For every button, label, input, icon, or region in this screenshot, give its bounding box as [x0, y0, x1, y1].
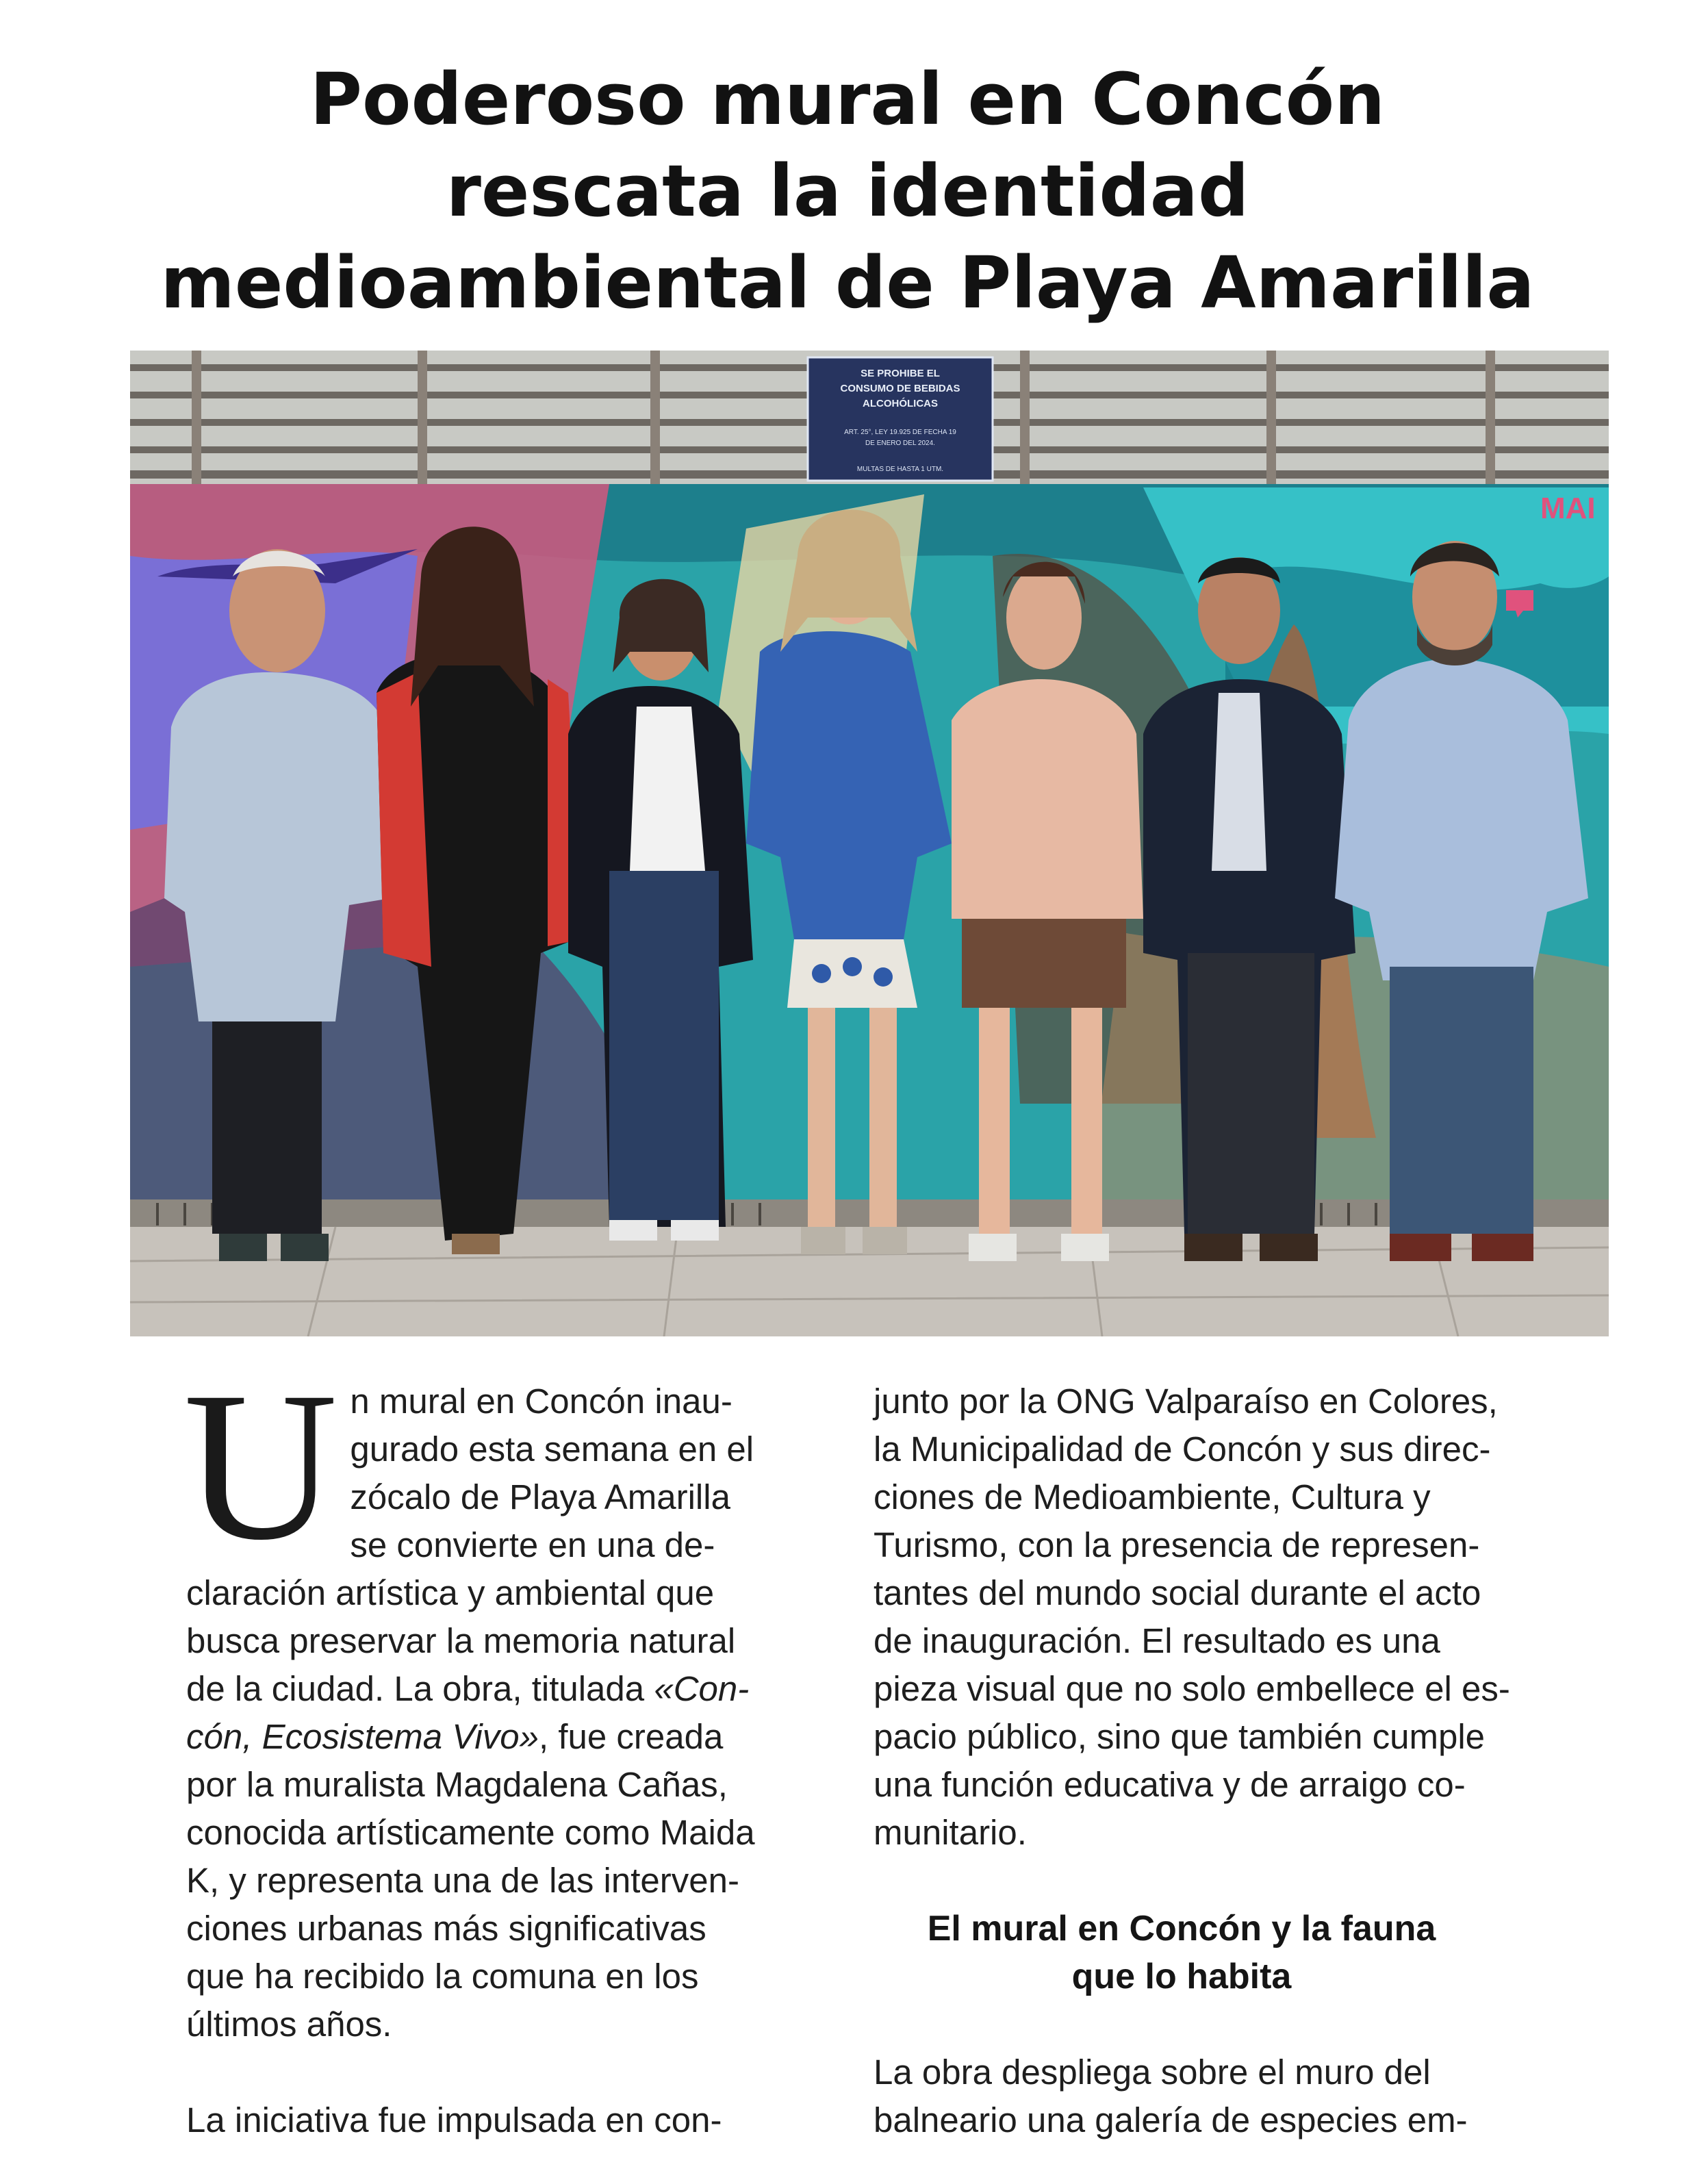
artwork-title: cón, Ecosistema Vivo»	[186, 1717, 539, 1756]
subheading-line: El mural en Concón y la fauna	[927, 1909, 1436, 1948]
mural-signature: MAI	[1540, 492, 1596, 525]
article-paragraph	[186, 2096, 816, 2144]
text-line: munitario.	[874, 1813, 1027, 1852]
headline-line: rescata la identidad	[446, 149, 1249, 233]
text-line: claración artística y ambiental que	[186, 1573, 715, 1612]
article-column-left	[183, 1348, 816, 2144]
photo-illustration	[130, 351, 1609, 1336]
article-paragraph	[874, 1377, 1544, 1857]
text-line: La obra despliega sobre el muro del	[874, 2053, 1431, 2092]
text-line	[186, 1665, 816, 1713]
sign-line: ART. 25°, LEY 19.925 DE FECHA 19	[844, 429, 956, 436]
sign-line: DE ENERO DEL 2024.	[865, 440, 935, 447]
headline	[103, 53, 1592, 329]
subheading-line: que lo habita	[1071, 1957, 1292, 1996]
text-line: ciones de Medioambiente, Cultura y	[874, 1477, 1431, 1516]
drop-cap: U	[183, 1348, 338, 1584]
text-line: de inauguración. El resultado es una	[874, 1621, 1440, 1660]
text-line: se convierte en una de-	[350, 1525, 715, 1564]
section-subheading	[874, 1905, 1490, 2001]
text-line: pacio público, sino que también cumple	[874, 1717, 1486, 1756]
text-line: la Municipalidad de Concón y sus direc-	[874, 1430, 1491, 1469]
text-run: de la ciudad. La obra, titulada	[186, 1669, 654, 1708]
text-line	[186, 1713, 816, 1761]
text-line: balneario una galería de especies em-	[874, 2100, 1468, 2139]
text-line: gurado esta semana en el	[350, 1430, 754, 1469]
sign-line: SE PROHIBE EL	[861, 368, 940, 379]
text-line: que ha recibido la comuna en los	[186, 1957, 699, 1996]
text-line: pieza visual que no solo embellece el es-	[874, 1669, 1510, 1708]
text-line: ciones urbanas más significativas	[186, 1909, 706, 1948]
text-line: por la muralista Magdalena Cañas,	[186, 1765, 728, 1804]
text-run: , fue creada	[538, 1717, 724, 1756]
text-line: Turismo, con la presencia de represen-	[874, 1525, 1480, 1564]
article-photo	[130, 351, 1609, 1336]
sign-line: CONSUMO DE BEBIDAS	[840, 383, 960, 394]
text-line: una función educativa y de arraigo co-	[874, 1765, 1466, 1804]
artwork-title: «Con-	[654, 1669, 750, 1708]
text-line: n mural en Concón inau-	[350, 1382, 732, 1421]
text-line: últimos años.	[186, 2005, 392, 2044]
article-paragraph	[183, 1348, 816, 2048]
text-line: tantes del mundo social durante el acto	[874, 1573, 1481, 1612]
article-column-right	[874, 1377, 1544, 2144]
sign-line: MULTAS DE HASTA 1 UTM.	[856, 466, 944, 473]
headline-line: Poderoso mural en Concón	[309, 58, 1386, 141]
article-paragraph	[874, 2048, 1544, 2144]
headline-line: medioambiental de Playa Amarilla	[160, 241, 1535, 325]
text-line: La iniciativa fue impulsada en con-	[186, 2100, 722, 2139]
text-line: busca preservar la memoria natural	[186, 1621, 736, 1660]
text-line: junto por la ONG Valparaíso en Colores,	[874, 1382, 1498, 1421]
text-line: zócalo de Playa Amarilla	[350, 1477, 730, 1516]
sign-line: ALCOHÓLICAS	[863, 398, 938, 409]
text-line: conocida artísticamente como Maida	[186, 1813, 755, 1852]
text-line: K, y representa una de las interven-	[186, 1861, 739, 1900]
